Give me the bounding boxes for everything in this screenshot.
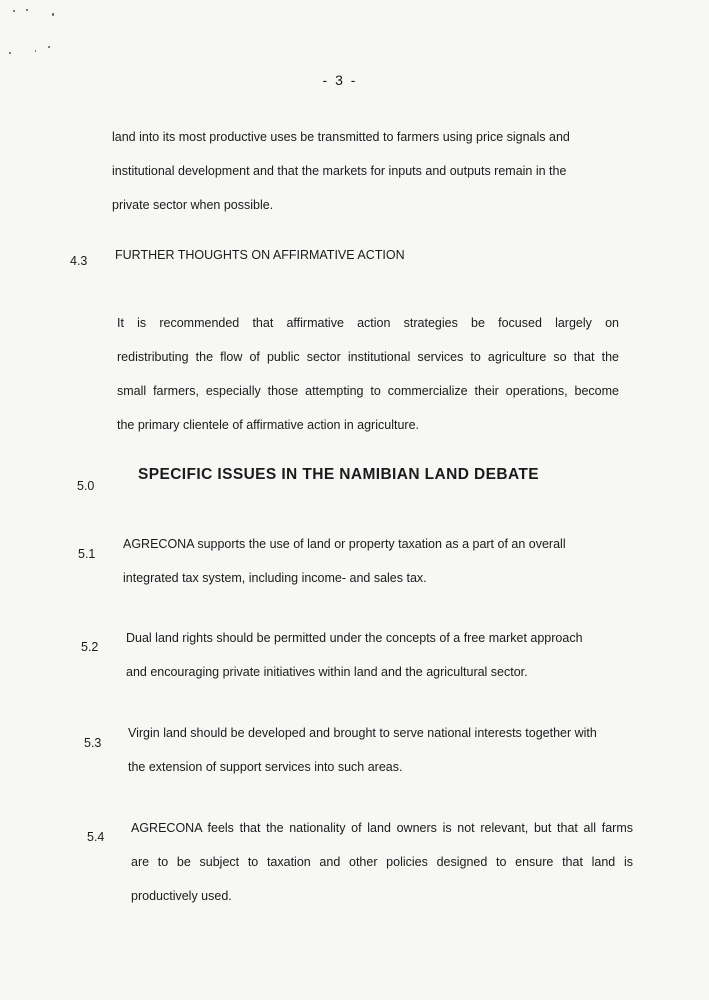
scan-speck xyxy=(26,9,28,11)
scan-speck xyxy=(9,52,11,54)
item-number: 5.4 xyxy=(87,830,105,844)
scan-speck xyxy=(35,50,36,52)
intro-paragraph xyxy=(112,120,617,222)
paragraph-line: institutional development and that the markets for inputs and outputs remain in the xyxy=(112,164,567,178)
paragraph-line: Dual land rights should be permitted under the concepts of a free market approach xyxy=(126,631,583,645)
paragraph-line: small farmers, especially those attempting to commercialize their operations, become xyxy=(117,384,619,398)
item-number: 5.2 xyxy=(81,640,99,654)
paragraph-line: private sector when possible. xyxy=(112,198,274,212)
paragraph-line: the primary clientele of affirmative action in agriculture. xyxy=(117,418,419,432)
section-heading: FURTHER THOUGHTS ON AFFIRMATIVE ACTION xyxy=(115,248,405,262)
page-number: - 3 - xyxy=(322,72,358,88)
section-number: 4.3 xyxy=(70,254,88,268)
paragraph-line: AGRECONA feels that the nationality of land owners is not relevant, but that all farms xyxy=(131,821,633,835)
paragraph-line: Virgin land should be developed and brought to serve national interests together with xyxy=(128,726,597,740)
paragraph-line: productively used. xyxy=(131,889,232,903)
item-number: 5.3 xyxy=(84,736,102,750)
paragraph-line: It is recommended that affirmative action strategies be focused largely on xyxy=(117,316,619,330)
paragraph-line: redistributing the flow of public sector institutional services to agriculture so that the xyxy=(117,350,619,364)
paragraph-line: the extension of support services into such areas. xyxy=(128,760,403,774)
paragraph-line: land into its most productive uses be transmitted to farmers using price signals and xyxy=(112,130,570,144)
item-text xyxy=(126,621,631,689)
scan-speck xyxy=(52,13,54,16)
section-number: 5.0 xyxy=(77,479,95,493)
paragraph-line: AGRECONA supports the use of land or property taxation as a part of an overall xyxy=(123,537,566,551)
item-text xyxy=(123,527,628,595)
paragraph-line: are to be subject to taxation and other policies designed to ensure that land is xyxy=(131,855,633,869)
paragraph-line: integrated tax system, including income- and sales tax. xyxy=(123,571,427,585)
paragraph-line: and encouraging private initiatives within land and the agricultural sector. xyxy=(126,665,528,679)
section-heading: SPECIFIC ISSUES IN THE NAMIBIAN LAND DEBATE xyxy=(138,466,539,483)
scan-speck xyxy=(13,10,15,12)
affirmative-action-paragraph xyxy=(117,306,619,442)
item-text xyxy=(131,811,633,913)
scan-speck xyxy=(48,46,50,48)
item-number: 5.1 xyxy=(78,547,96,561)
item-text xyxy=(128,716,633,784)
